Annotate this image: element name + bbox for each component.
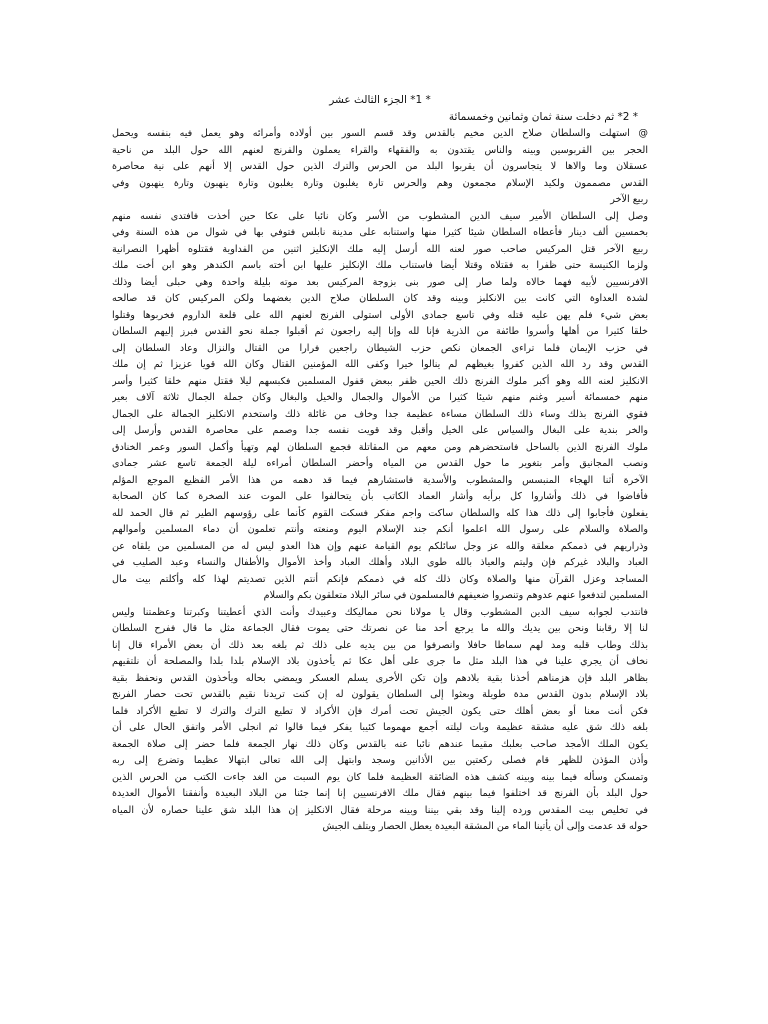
text-line: والخر بندية على البغال والسياس على الخيل وأقبل وقد قويت نفسه جدا وصمم على محاصرة القدس وأرسل إلى xyxy=(112,425,648,436)
text-line: الافرنسيين لأبيه فهما خالاه ولما صار إلى صور بنى بزوجة المركيس بعد موته بليلة واحدة وهي حبلى أيضا وذلك xyxy=(112,276,648,288)
text-line: حوله قد عدمت وإلى أن يأتينا الماء من المشقة البعيدة يعطل الحصار ويتلف الجيش xyxy=(322,821,648,832)
text-line: في حزب الإيمان فلما تراءى الجمعان نكص حزب الشيطان راجعين فرارا من القتال والنزال وعاد السلطان إلى xyxy=(112,342,648,354)
text-line: فقوي الفرنج بذلك وساء ذلك السلطان مساءة عظيمة جدا وخاف من غائلة ذلك واستخدم الانكليز الجمالة على الجمال xyxy=(112,408,648,420)
text-line: وذراريهم في ذممكم معلقة والله عز وجل سائلكم يوم القيامة عنهم وإن هذا العدو ليس له من المسلمين من يلقاه عن xyxy=(112,540,648,552)
text-line: ونصب المجانيق وأمر بتغوير ما حول القدس من المياه وأحضر السلطان أمراءه ليلة الجمعة تاسع عشر جمادى xyxy=(112,458,648,469)
text-line: المساجد وعزل القرآن منها والصلاة وكان ذلك كله في ذممكم فإنكم أنتم الذين تصديتم لهذا كله وأكلتم بيت مال xyxy=(112,573,648,585)
chapter-heading: * 1* الجزء الثالث عشر xyxy=(329,94,431,106)
text-line: يكون الملك الأمجد صاحب بعلبك مقيما عندهم نائبا عنه بالقدس وكان ذلك نهار الجمعة فلما حضر إلى صلاة الجمعة xyxy=(112,738,648,750)
body-text xyxy=(112,126,648,836)
text-line: خلقا كثيرا من أهلها وأسروا طائفة من الذرية فإنا لله وإنا إليه راجعون ثم أقبلوا جملة نحو القدس فبرز إليهم السلطان xyxy=(112,326,648,337)
text-line: لشدة العداوة التي كانت بين الانكليز وبينه وقد كان السلطان صلاح الدين بغضهما ولكن المركيس كان قد صالحه xyxy=(112,293,648,304)
text-line: بذلك وطاب قلبه ومد لهم سماطا حافلا وانصرفوا من بين يديه على ذلك ثم بلغه بعد ذلك أن بعض الأمراء قال إنا xyxy=(112,639,648,651)
text-line: فانتدب لجوابه سيف الدين المشطوب وقال يا مولانا نحن مماليكك وعبيدك وأنت الذي أعطيتنا وكبرتنا وعظمتنا وليس xyxy=(112,606,648,618)
text-line: وتمسكن وسأله فيما بينه وبينه كشف هذه الضائقة العظيمة فلما كان يوم السبت من الغد جاءت الكتب من الحرس الذين xyxy=(112,771,648,783)
text-line: الانكليز لعنه الله وهو أكبر ملوك الفرنج ذلك الحين ظفر ببعض قفول المسلمين فكبسهم ليلا فقتل منهم خلقا كثيرا وأسر xyxy=(112,375,648,387)
text-line: بظاهر البلد فإن هزمناهم أخذنا بقية بلادهم وإن تكن الأخرى يسلم العسكر ويمضي بحاله ويأخذون القدس ونحفظ بقية xyxy=(112,672,648,684)
text-line: منهم خمسمائة أسير وغنم منهم شيئا كثيرا من الأموال والجمال والخيل والبغال وكان جملة الجمال ثلاثة آلاف بعير xyxy=(112,392,648,403)
text-line: الآخرة أثنا الهجاء المنبسس والمشطوب والأسدية فاستشارهم فيما قد دهمه من هذا الأمر الفظيع الموجع المؤلم xyxy=(112,474,648,486)
text-line: بخمسين ألف دينار فأعطاه السلطان شيئا كثيرا منها واستنابه على مدينة نابلس فتوفي بها في شوال من هذه السنة وفي xyxy=(112,227,648,238)
text-line: المسلمين لتدفعوا عنهم عدوهم وتنصروا ضعيفهم فالمسلمون في سائر البلاد متعلقون بكم والسلام xyxy=(263,590,648,601)
text-line: بلاد الإسلام بدون القدس مدة طويلة وبعثوا إلى السلطان يقولون له إن كنت تريدنا نقيم بالقدس تحت حصار الفرنج xyxy=(112,689,648,700)
text-line: في تخليص بيت المقدس ورده إلينا وقد بقي بيننا وبينه مرحلة فقال الانكليز إن هذا البلد شق علينا حصاره لأن المياه xyxy=(112,804,648,816)
text-line: @ استهلت والسلطان صلاح الدين مخيم بالقدس وقد قسم السور بين أولاده وأمرائه وهو يعمل فيه بنفسه ويحمل xyxy=(112,128,648,139)
text-line: حول البلد بأن الفرنج قد اختلفوا فيما بينهم فقال ملك الافرنسيين إنا إنما جئنا من البلاد البعيدة وأنفقنا الأموال العديدة xyxy=(112,788,648,799)
text-line: القدس وقد رد الله الذين كفروا بغيظهم لم ينالوا خيرا وكفى الله المؤمنين القتال وكان الله قويا عزيزا ثم إن ملك xyxy=(112,359,648,370)
text-line: يفعلون فأجابوا إلى ذلك هذا كله والسلطان ساكت واجم مفكر فسكت القوم كأنما على رؤوسهم الطير ثم قال الحمد لله xyxy=(112,507,648,519)
text-line: ملوك الفرنج الذين بالساحل فاستحضرهم ومن معهم من المقاتلة فجمع السلطان لهم وتهيأ وأكمل السور وعمر الخنادق xyxy=(112,441,648,453)
text-line: بلغه ذلك شق عليه مشقة عظيمة وبات ليلته أجمع مهموما كئيبا يفكر فيما قالوا ثم انجلى الأمر واتفق الحال على أن xyxy=(112,722,648,733)
text-line: ربيع الآخر قتل المركيس صاحب صور لعنه الله أرسل إليه ملك الإنكليز اثنين من الفداوية فقتلوه أظهرا النصرانية xyxy=(112,243,648,255)
text-line: عسقلان وما والاها لا يتجاسرون أن يقربوا البلد من الحرس والترك الذين حول القدس إلا أنهم على نية محاصرة xyxy=(112,161,648,172)
text-line: وأذن المؤذن للظهر قام فصلى ركعتين بين الأذانين وسجد وابتهل إلى الله تعالى ابتهالا عظيما وتضرع إلى ربه xyxy=(112,755,648,766)
text-line: وصل إلى السلطان الأمير سيف الدين المشطوب من الأسر وكان نائبا على عكا حين أخذت فافتدى نفسه منهم xyxy=(112,210,648,222)
text-line: فكن أنت معنا أو بعض أهلك حتى يكون الجيش تحت أمرك فإن الأكراد لا تطيع الترك والترك لا تطيع الأكراد فلما xyxy=(112,705,648,717)
year-subheading: * 2* ثم دخلت سنة ثمان وثمانين وخمسمائة xyxy=(448,111,638,123)
text-line: القدس مصممون ولكيد الإسلام مجمعون وهم والحرس تارة يغلبون وتارة يغلبون وتارة ينهبون وتارة ينهبون وفي xyxy=(112,177,648,189)
text-block xyxy=(112,92,648,882)
text-line: الحجر بين القربوسين وبينه والناس يقتدون به والفقهاء والقراء يعملون والفرنج لعنهم الله حول البلد من ناحية xyxy=(112,144,648,156)
text-line: والصلاة والسلام على رسول الله اعلموا أنكم جند الإسلام اليوم ومنعته وأنتم تعلمون أن دماء المسلمين وأموالهم xyxy=(112,524,648,535)
text-line: لنا إلا رقابنا ونحن بين يديك والله ما يرجع أحد منا عن نصرتك حتى يموت فقال الجماعة مثل ما قال ففرح السلطان xyxy=(112,623,648,634)
text-line: نخاف أن يجري علينا في هذا البلد مثل ما جرى على أهل عكا ثم يأخذون بلاد الإسلام بلدا بلدا والمصلحة أن نلتقيهم xyxy=(112,656,648,667)
text-line: العباد والبلاد غيركم فإن وليتم والعياذ بالله طوى البلاد وأهلك العباد وأخذ الأموال والأطفال والنساء وعبد الصليب في xyxy=(112,557,648,568)
text-line: فأفاضوا في ذلك وأشاروا كل برأيه وأشار العماد الكاتب بأن يتحالفوا على الموت عند الصخرة كما كان الصحابة xyxy=(112,491,648,502)
text-line: ولزما الكنيسة حتى ظفرا به فقتلاه وقتلا أيضا فاستناب ملك الإنكليز عليها ابن أخته باسم الكندهر وهو ابن أخت ملك xyxy=(112,260,648,271)
text-line: بعض شيء فلم يهن عليه قتله وفي تاسع جمادى الأولى استولى الفرنج لعنهم الله على قلعة الداروم فخربوها وقتلوا xyxy=(112,309,648,321)
text-line: ربيع الآخر xyxy=(610,194,648,205)
